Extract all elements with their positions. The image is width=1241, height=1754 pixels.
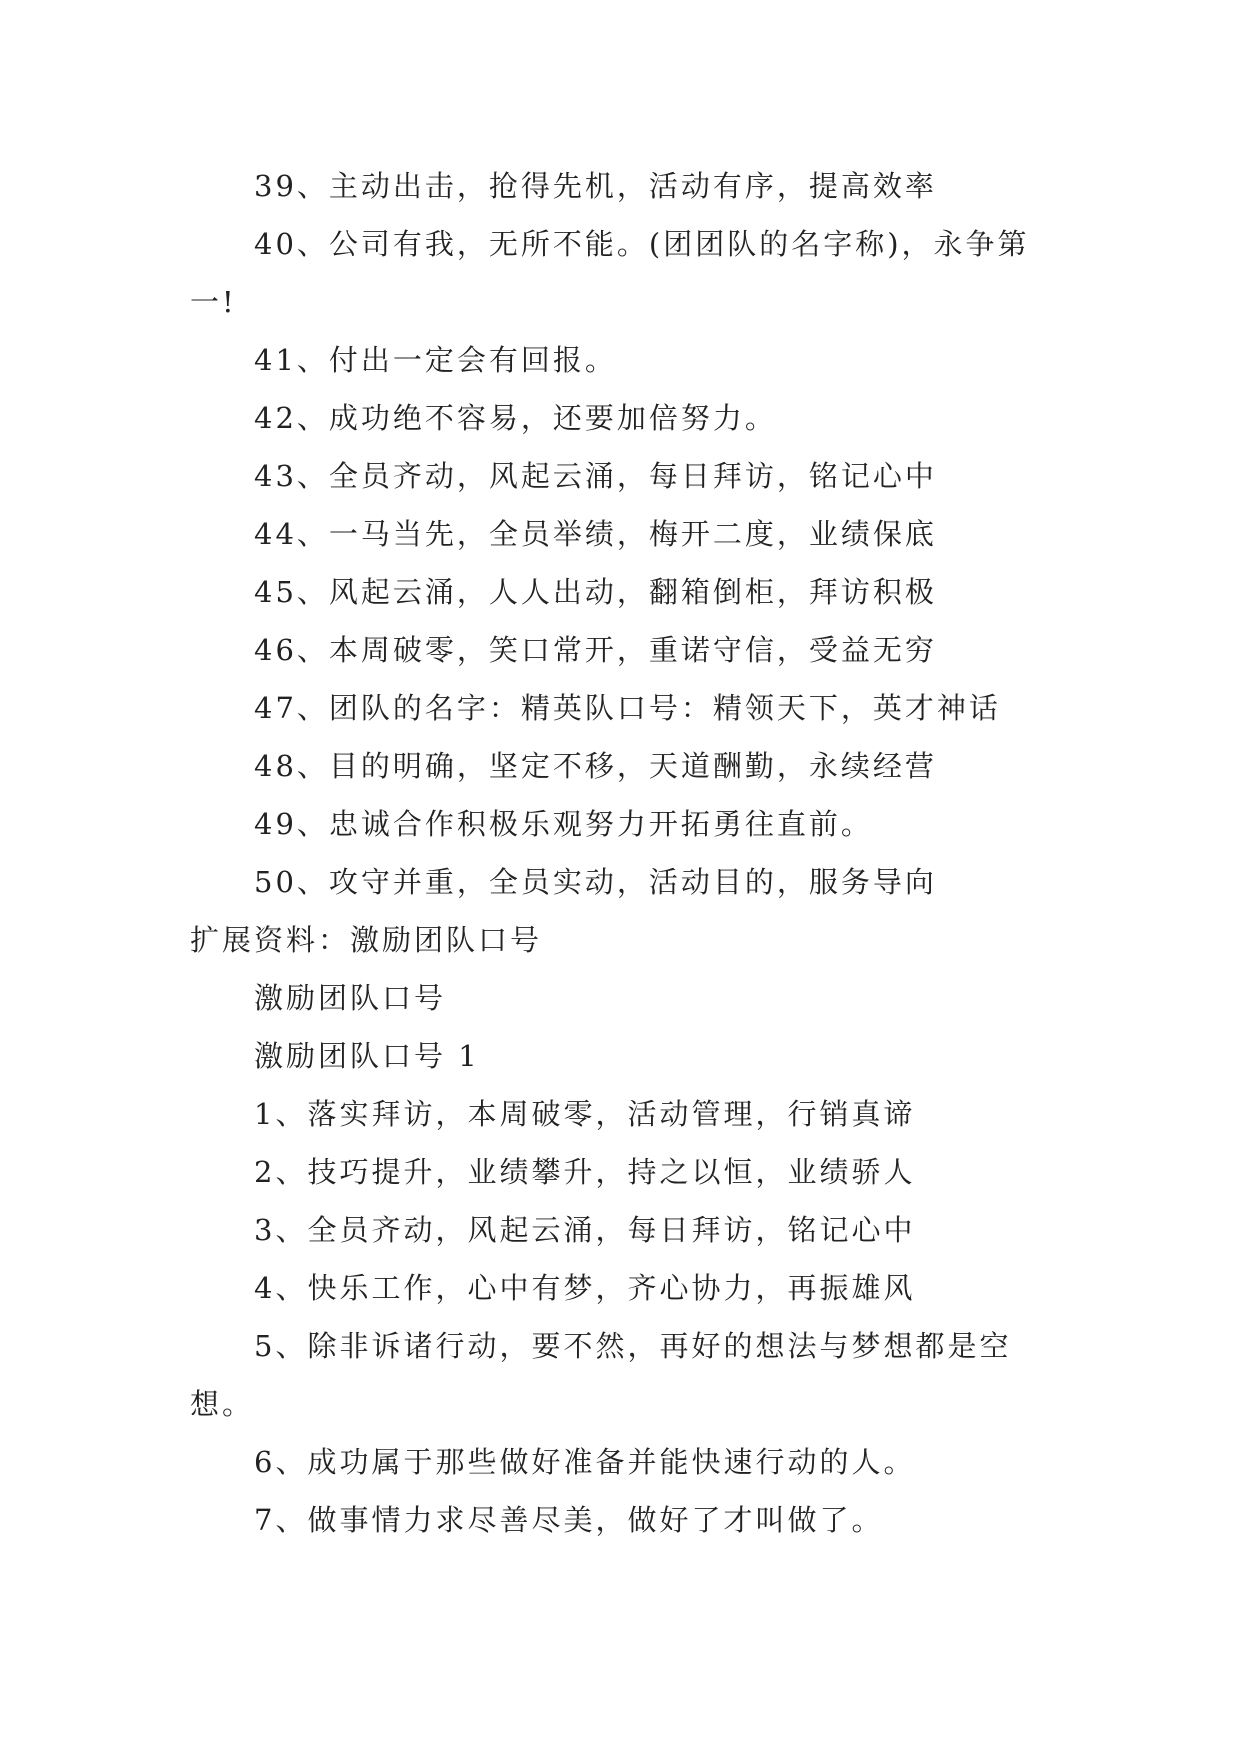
text-line: 45、风起云涌，人人出动，翻箱倒柜，拜访积极 — [254, 575, 937, 609]
subheading: 激励团队口号 — [254, 981, 447, 1015]
text-line: 49、忠诚合作积极乐观努力开拓勇往直前。 — [254, 807, 873, 841]
text-line: 3、全员齐动，风起云涌，每日拜访，铭记心中 — [254, 1213, 916, 1247]
section-heading: 扩展资料：激励团队口号 — [190, 923, 543, 957]
subheading: 激励团队口号 1 — [254, 1039, 480, 1073]
text-line: 想。 — [190, 1387, 255, 1421]
text-line: 39、主动出击，抢得先机，活动有序，提高效率 — [254, 169, 937, 203]
text-line: 42、成功绝不容易，还要加倍努力。 — [254, 401, 777, 435]
text-line: 2、技巧提升，业绩攀升，持之以恒，业绩骄人 — [254, 1155, 916, 1189]
text-line: 一! — [190, 285, 237, 319]
text-line: 48、目的明确，坚定不移，天道酬勤，永续经营 — [254, 749, 937, 783]
document-body — [190, 157, 1050, 1549]
text-line: 7、做事情力求尽善尽美，做好了才叫做了。 — [254, 1503, 884, 1537]
text-line: 6、成功属于那些做好准备并能快速行动的人。 — [254, 1445, 916, 1479]
text-line: 4、快乐工作，心中有梦，齐心协力，再振雄风 — [254, 1271, 916, 1305]
text-line: 44、一马当先，全员举绩，梅开二度，业绩保底 — [254, 517, 937, 551]
text-line: 5、除非诉诸行动，要不然，再好的想法与梦想都是空 — [254, 1329, 1012, 1363]
text-line: 50、攻守并重，全员实动，活动目的，服务导向 — [254, 865, 937, 899]
text-line: 47、团队的名字：精英队口号：精领天下，英才神话 — [254, 691, 1001, 725]
text-line: 46、本周破零，笑口常开，重诺守信，受益无穷 — [254, 633, 937, 667]
text-line: 1、落实拜访，本周破零，活动管理，行销真谛 — [254, 1097, 916, 1131]
text-line: 43、全员齐动，风起云涌，每日拜访，铭记心中 — [254, 459, 937, 493]
text-line: 41、付出一定会有回报。 — [254, 343, 617, 377]
text-line: 40、公司有我，无所不能。(团团队的名字称)，永争第 — [254, 227, 1030, 261]
